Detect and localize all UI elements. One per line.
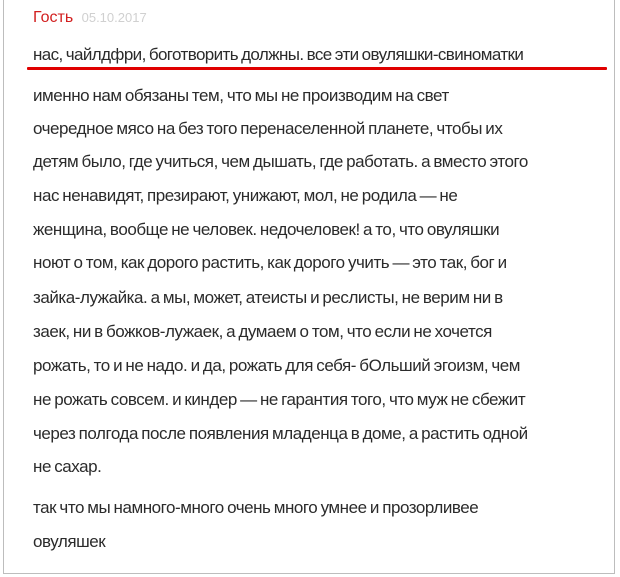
comment-author[interactable]: Гость [33, 9, 74, 26]
comment-line: именно нам обязаны тем, что мы не производим на свет [33, 86, 449, 105]
comment-line: зайка-лужайка. а мы, может, атеисты и реслисты, не верим ни в [33, 288, 503, 307]
comment-meta [33, 8, 147, 28]
comment-line: очередное мясо на без того перенаселенной планете, чтобы их [33, 119, 503, 138]
comment-line: детям было, где учиться, чем дышать, где работать. а вместо этого [33, 152, 528, 171]
comment-line: ноют о том, как дорого растить, как дорого учить — это так, бог и [33, 253, 507, 272]
comment-date: 05.10.2017 [81, 10, 147, 25]
comment-line: нас, чайлдфри, боготворить должны. все эти овуляшки-свиноматки [33, 45, 524, 64]
comment-line: не рожать совсем. и киндер — не гарантия того, что муж не сбежит [33, 390, 526, 409]
comment-line: через полгода после появления младенца в доме, а растить одной [33, 424, 528, 443]
comment-line: женщина, вообще не человек. недочеловек! а то, что овуляшки [33, 220, 500, 239]
comment-line: овуляшек [33, 532, 106, 551]
comment-line: так что мы намного-много очень много умнее и прозорливее [33, 498, 479, 517]
comment-line: не сахар. [33, 457, 102, 476]
comment-line: рожать, то и не надо. и да, рожать для себя- бОльший эгоизм, чем [33, 356, 521, 375]
highlight-underline [27, 67, 607, 70]
comment-line: нас ненавидят, презирают, унижают, мол, не родила — не [33, 186, 458, 205]
comment-line: заек, ни в божков-лужаек, а думаем о том, что если не хочется [33, 322, 492, 341]
